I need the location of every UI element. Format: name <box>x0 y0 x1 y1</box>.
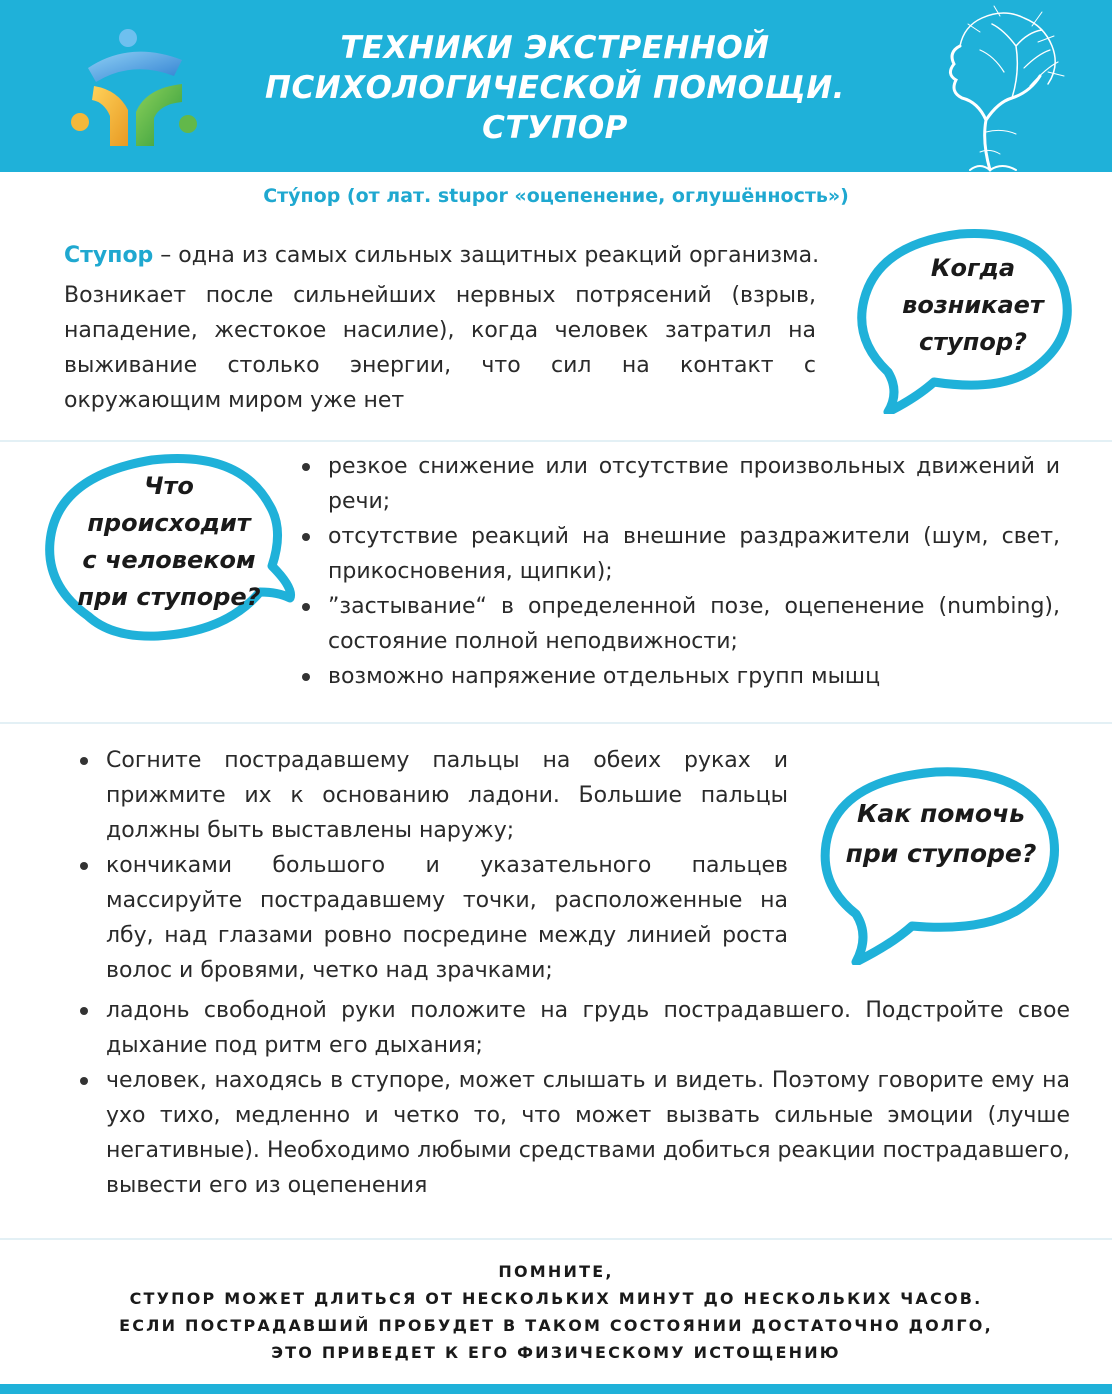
title-line-2: ПСИХОЛОГИЧЕСКОЙ ПОМОЩИ. <box>265 70 845 106</box>
list-item: возможно напряжение отдельных групп мышц <box>300 659 1060 694</box>
title-line-1: ТЕХНИКИ ЭКСТРЕННОЙ <box>340 30 770 66</box>
bubble-help-line-1: Как помочь <box>856 799 1025 828</box>
bubble-help-line-2: при ступоре? <box>845 839 1037 868</box>
bubble-how-to-help <box>812 760 1070 965</box>
bubble-when-occurs <box>848 222 1080 414</box>
list-item: резкое снижение или отсутствие произвольных движений и речи; <box>300 449 1060 519</box>
bubble-when-line-2: возникает <box>902 291 1044 319</box>
people-logo-icon <box>70 28 202 150</box>
intro-line-1-text: – одна из самых сильных защитных реакций организма. <box>153 243 820 268</box>
page-title <box>230 28 880 148</box>
remember-line-2: СТУПОР МОЖЕТ ДЛИТЬСЯ ОТ НЕСКОЛЬКИХ МИНУТ ДО НЕСКОЛЬКИХ ЧАСОВ. <box>129 1289 983 1308</box>
footer-bar <box>0 1384 1112 1394</box>
remember-line-4: ЭТО ПРИВЕДЕТ К ЕГО ФИЗИЧЕСКОМУ ИСТОЩЕНИЮ <box>271 1343 841 1362</box>
title-line-3: СТУПОР <box>482 110 628 146</box>
list-item: ладонь свободной руки положите на грудь пострадавшего. Подстройте свое дыхание под ритм его дыхания; <box>78 993 1070 1063</box>
tree-head-icon <box>920 2 1070 172</box>
section-divider <box>0 440 1112 442</box>
bubble-what-happens <box>40 446 298 656</box>
help-steps-list-continued <box>78 993 1070 1203</box>
remember-notice <box>0 1258 1112 1366</box>
list-item: отсутствие реакций на внешние раздражители (шум, свет, прикосновения, щипки); <box>300 519 1060 589</box>
bubble-when-line-3: ступор? <box>919 328 1027 356</box>
section-divider <box>0 1238 1112 1240</box>
header-banner <box>0 0 1112 172</box>
bubble-what-line-2: происходит <box>87 509 251 537</box>
bubble-when-line-1: Когда <box>930 254 1016 282</box>
bubble-what-text <box>58 468 280 616</box>
remember-line-3: ЕСЛИ ПОСТРАДАВШИЙ ПРОБУДЕТ В ТАКОМ СОСТОЯНИИ ДОСТАТОЧНО ДОЛГО, <box>119 1316 993 1335</box>
bubble-what-line-1: Что <box>144 472 194 500</box>
symptoms-list <box>300 449 1060 694</box>
bubble-when-text <box>878 250 1068 361</box>
list-item: кончиками большого и указательного пальцев массируйте пострадавшему точки, расположенные на лбу, над глазами ровно посредине между линией роста волос и бровями, четко над зрачками; <box>78 848 788 988</box>
intro-line-2: Возникает после сильнейших нервных потрясений (взрыв, нападение, жестокое насилие), когда человек затратил на выживание столько энергии, что сил на контакт с окружающим миром уже нет <box>64 283 816 413</box>
intro-term: Ступор <box>64 243 154 268</box>
intro-paragraph <box>64 238 820 418</box>
bubble-what-line-4: при ступоре? <box>77 583 261 611</box>
bubble-what-line-3: с человеком <box>82 546 256 574</box>
list-item: ”застывание“ в определенной позе, оцепенение (numbing), состояние полной неподвижности; <box>300 589 1060 659</box>
intro-line-1 <box>64 238 820 273</box>
subtitle: Сту́пор (от лат. stupor «оцепенение, оглушённость») <box>263 185 849 207</box>
bubble-help-text <box>830 794 1052 874</box>
help-steps-list <box>78 743 788 988</box>
remember-line-1: ПОМНИТЕ, <box>498 1262 614 1281</box>
list-item: человек, находясь в ступоре, может слышать и видеть. Поэтому говорите ему на ухо тихо, медленно и четко то, что может вызвать сильные эмоции (лучше негативные). Необходимо любыми средствами добиться реакции пострадавшего, вывести его из оцепенения <box>78 1063 1070 1203</box>
section-divider <box>0 722 1112 724</box>
list-item: Согните пострадавшему пальцы на обеих руках и прижмите их к основанию ладони. Большие пальцы должны быть выставлены наружу; <box>78 743 788 848</box>
